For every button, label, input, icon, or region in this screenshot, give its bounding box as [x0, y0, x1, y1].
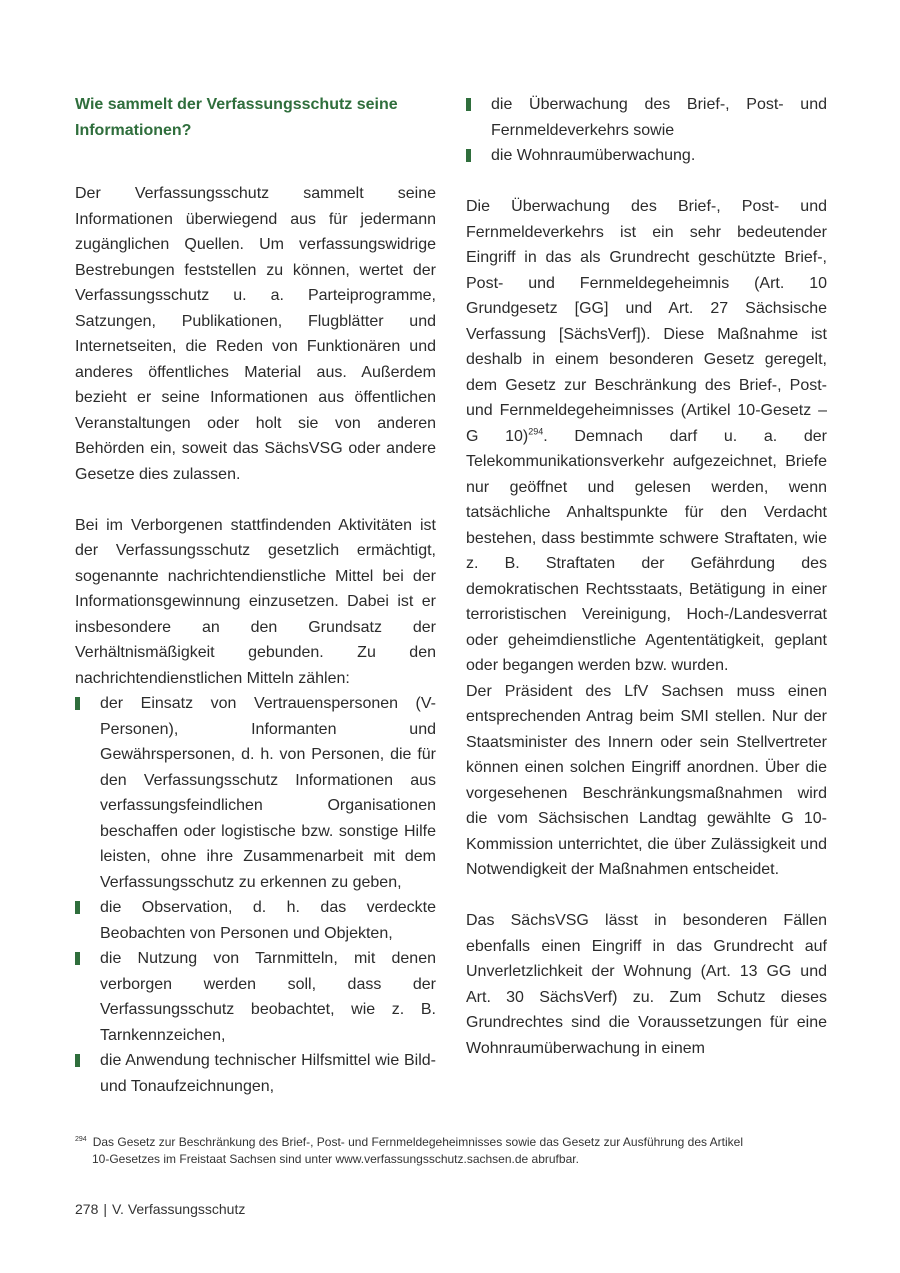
- section-heading: Wie sammelt der Verfassungsschutz seine Informationen?: [75, 96, 398, 139]
- bullet-icon: [75, 901, 80, 914]
- right-column: [466, 92, 827, 1061]
- paragraph-intelligence-means: Bei im Verborgenen stattfindenden Aktivitäten ist der Verfassungsschutz gesetzlich ermächtigt, sogenannte nachrichtendienstliche Mittel bei der Informationsgewinnung einzusetzen. Dabei ist er insbesondere an den Grundsatz der Verhältnismäßigkeit gebunden. Zu den nachrichtendienstlichen Mitteln zählen:: [75, 516, 436, 687]
- list-item: die Anwendung technischer Hilfsmittel wie Bild- und Tonaufzeichnungen,: [75, 1048, 436, 1099]
- bullet-icon: [75, 1054, 80, 1067]
- page-footer: [75, 1199, 245, 1219]
- means-list-continued: [466, 92, 827, 169]
- footnote: [75, 1134, 835, 1168]
- means-list: [75, 691, 436, 1099]
- paragraph-g10: Die Überwachung des Brief-, Post- und Fernmeldeverkehrs ist ein sehr bedeutender Eingriff in das als Grundrecht geschützte Brief-, Post- und Fernmeldegeheimnis (Art. 10 Grundgesetz [GG] und Art. 27 Sächsische Verfassung [SächsVerf]). Diese Maßnahme ist deshalb in einem besonderen Gesetz geregelt, dem Gesetz zur Beschränkung des Brief-, Post- und Fernmeldegeheimnisses (Artikel 10-Gesetz – G 10)$^{294}$. Demnach darf u. a. der Telekommunikationsverkehr aufgezeichnet, Briefe nur geöffnet und gelesen werden, wenn tatsächliche Anhaltspunkte für den Verdacht bestehen, dass bestimmte schwere Straftaten, wie z. B. Straftaten der Gefährdung des demokratischen Rechtsstaats, Betätigung in einer terroristischen Vereinigung, Hoch-/Landesverrat oder geheimdienstliche Agententätigkeit, geplant oder begangen werden bzw. wurden.: [466, 198, 828, 674]
- paragraph-application: Der Präsident des LfV Sachsen muss einen entsprechenden Antrag beim SMI stellen. Nur der Staatsminister des Innern oder sein Stellvertreter können einen solchen Eingriff anordnen. Über die vorgesehenen Beschränkungsmaßnahmen wird die vom Sächsischen Landtag gewählte G 10-Kommission unterrichtet, die über Zulässigkeit und Notwendigkeit der Maßnahmen entscheidet.: [466, 682, 827, 878]
- list-item: der Einsatz von Vertrauenspersonen (V-Personen), Informanten und Gewährspersonen, d. h. von Personen, die für den Verfassungsschutz Informationen aus verfassungsfeindlichen Organisationen beschaffen oder logistische bzw. sonstige Hilfe leisten, ohne ihre Zusammenarbeit mit dem Verfassungsschutz zu erkennen zu geben,: [75, 691, 436, 895]
- footer-divider: |: [103, 1201, 107, 1217]
- list-item: die Überwachung des Brief-, Post- und Fernmeldeverkehrs sowie: [466, 92, 827, 143]
- list-item: die Nutzung von Tarnmitteln, mit denen verborgen werden soll, dass der Verfassungsschutz beobachtet, wie z. B. Tarnkennzeichen,: [75, 946, 436, 1048]
- footnote-line-1: Das Gesetz zur Beschränkung des Brief-, Post- und Fernmeldegeheimnisses sowie das Gesetz zur Ausführung des Artikel: [92, 1135, 744, 1149]
- list-item: die Observation, d. h. das verdeckte Beobachten von Personen und Objekten,: [75, 895, 436, 946]
- bullet-icon: [75, 697, 80, 710]
- bullet-icon: [466, 98, 471, 111]
- section-title: V. Verfassungsschutz: [112, 1201, 246, 1217]
- footnote-reference[interactable]: 294: [528, 426, 544, 437]
- list-item: die Wohnraumüberwachung.: [466, 143, 827, 169]
- paragraph-sources: Der Verfassungsschutz sammelt seine Informationen überwiegend aus für jedermann zugänglichen Quellen. Um verfassungswidrige Bestrebungen feststellen zu können, wertet der Verfassungsschutz u. a. Parteiprogramme, Satzungen, Publikationen, Flugblätter und Internetseiten, die Reden von Funktionären und anderes öffentliches Material aus. Außerdem bezieht er seine Informationen aus öffentlichen Veranstaltungen oder holt sie von anderen Behörden ein, soweit das SächsVSG oder andere Gesetze dies zulassen.: [75, 185, 436, 483]
- page-number: 278: [75, 1201, 99, 1217]
- footnote-number: 294: [75, 1136, 87, 1143]
- left-column: [75, 92, 436, 1099]
- bullet-icon: [466, 149, 471, 162]
- bullet-icon: [75, 952, 80, 965]
- paragraph-home-surveillance: Das SächsVSG lässt in besonderen Fällen ebenfalls einen Eingriff in das Grundrecht auf Unverletzlichkeit der Wohnung (Art. 13 GG und Art. 30 SächsVerf) zu. Zum Schutz dieses Grundrechtes sind die Voraussetzungen für eine Wohnraumüberwachung in einem: [466, 912, 827, 1057]
- footnote-line-2: 10-Gesetzes im Freistaat Sachsen sind unter www.verfassungsschutz.sachsen.de abrufbar.: [92, 1152, 579, 1166]
